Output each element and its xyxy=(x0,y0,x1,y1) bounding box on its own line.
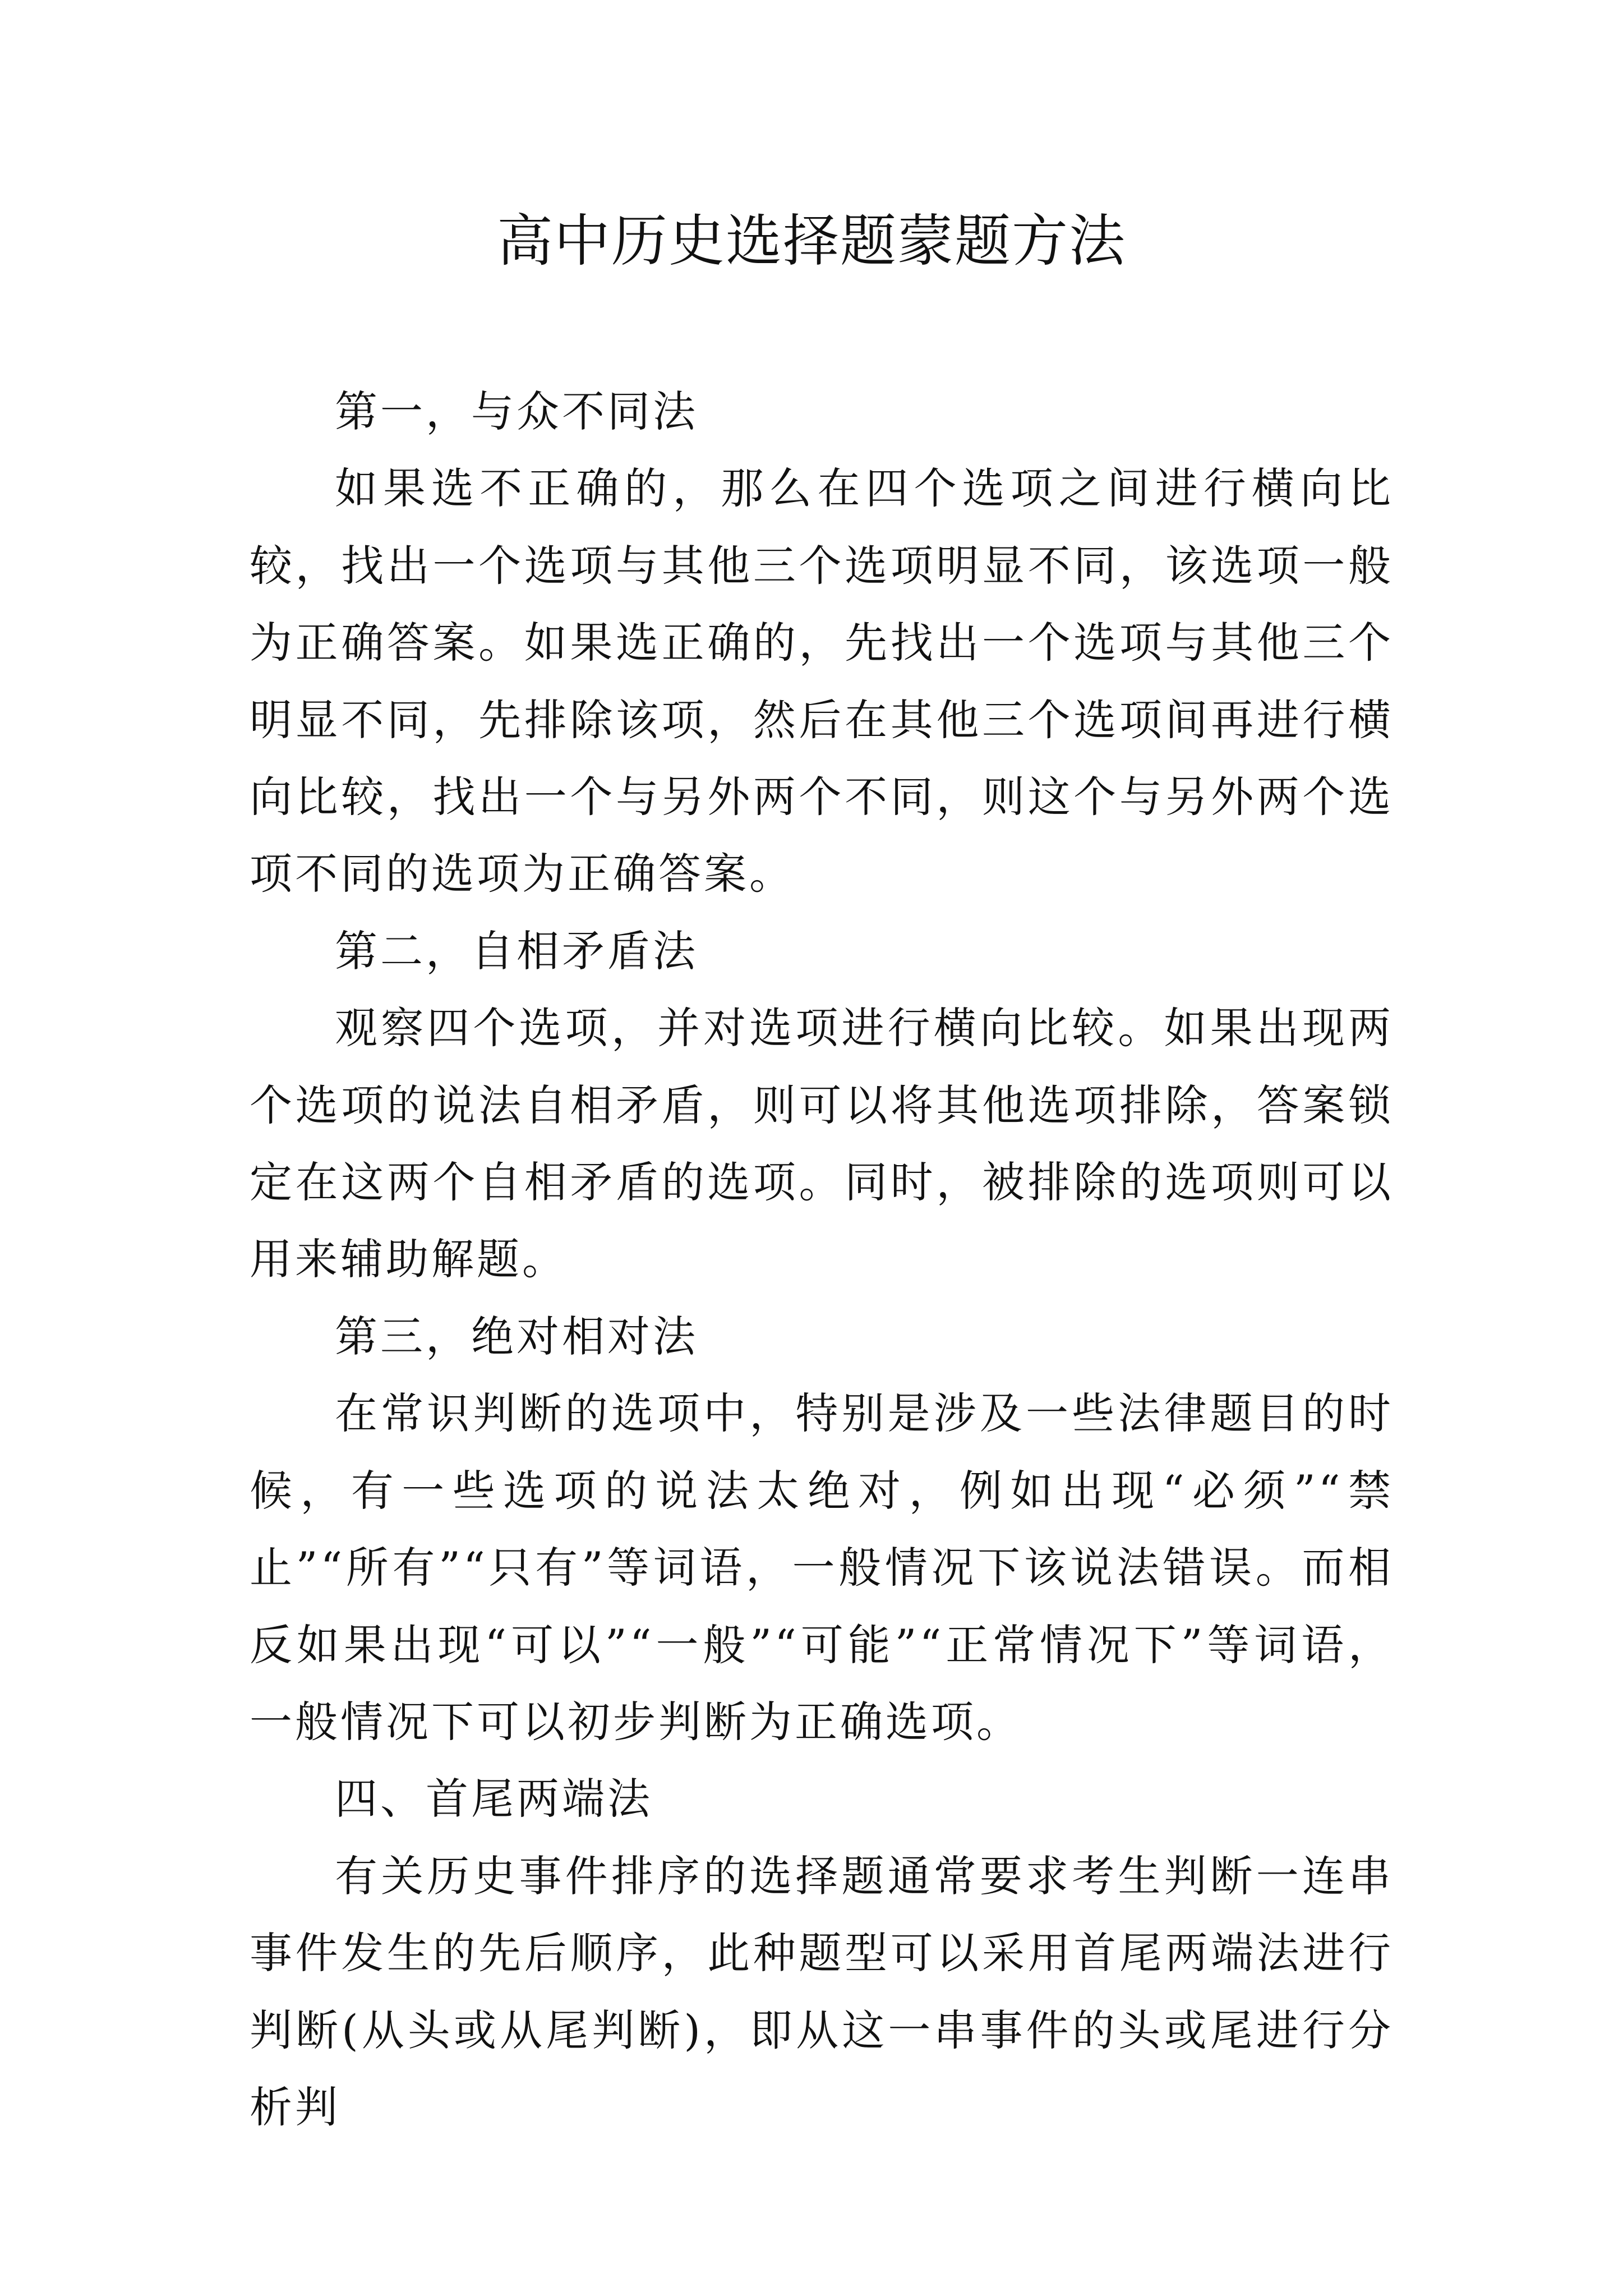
document-title: 高中历史选择题蒙题方法 xyxy=(497,208,1126,274)
section-paragraph-2: 观察四个选项，并对选项进行横向比较。如果出现两个选项的说法自相矛盾，则可以将其他选项排除，答案锁定在这两个自相矛盾的选项。同时，被排除的选项则可以用来辅助解题。 xyxy=(250,1003,1394,1285)
section-heading-2: 第二，自相矛盾法 xyxy=(335,926,698,976)
section-paragraph-3: 在常识判断的选项中，特别是涉及一些法律题目的时候，有一些选项的说法太绝对，例如出现“必须”“禁止”“所有”“只有”等词语，一般情况下该说法错误。而相反如果出现“可以”“一般”“可能”“正常情况下”等词语，一般情况下可以初步判断为正确选项。 xyxy=(250,1388,1394,1747)
section-heading-1: 第一，与众不同法 xyxy=(335,386,698,436)
document-body xyxy=(250,373,1394,2146)
section-paragraph-1: 如果选不正确的，那么在四个选项之间进行横向比较，找出一个选项与其他三个选项明显不同，该选项一般为正确答案。如果选正确的，先找出一个选项与其他三个明显不同，先排除该项，然后在其他三个选项间再进行横向比较，找出一个与另外两个不同，则这个与另外两个选项不同的选项为正确答案。 xyxy=(250,463,1394,899)
section-heading-3: 第三，绝对相对法 xyxy=(335,1311,698,1361)
section-paragraph-4: 有关历史事件排序的选择题通常要求考生判断一连串事件发生的先后顺序，此种题型可以采用首尾两端法进行判断(从头或从尾判断)，即从这一串事件的头或尾进行分析判 xyxy=(250,1851,1394,2132)
section-heading-4: 四、首尾两端法 xyxy=(335,1774,653,1824)
